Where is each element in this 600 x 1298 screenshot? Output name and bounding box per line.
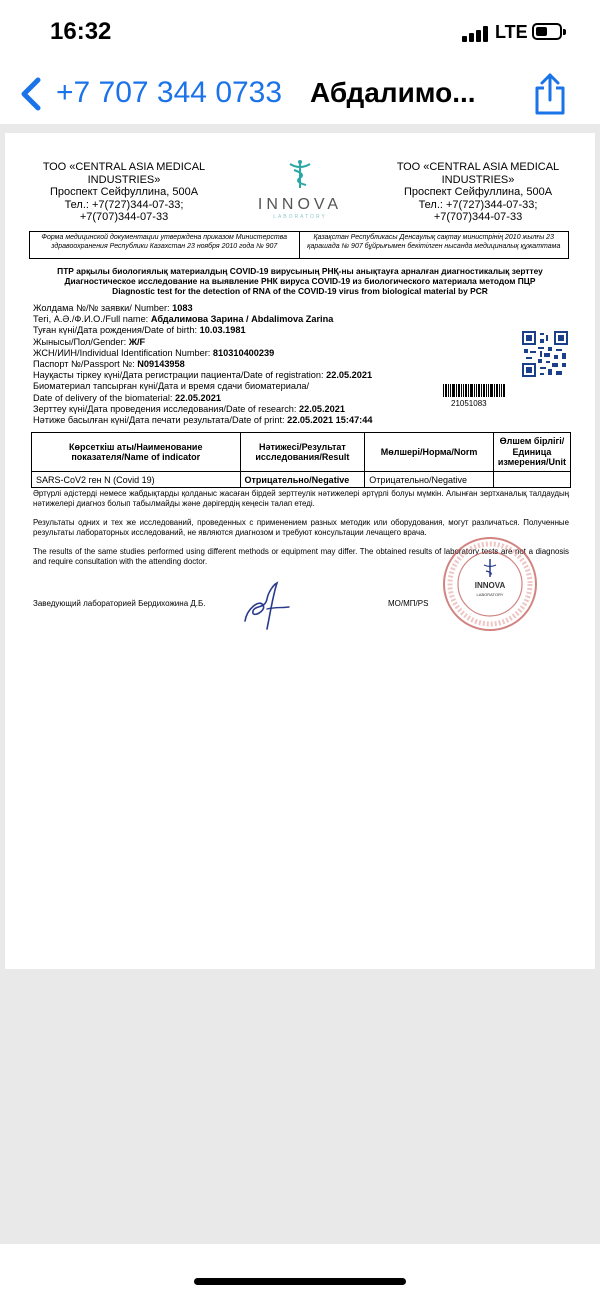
company-address: Проспект Сейфуллина, 500А	[403, 186, 553, 198]
status-time: 16:32	[50, 18, 112, 45]
note-en: The results of the same studies performed using different methods or equipment may differ. The obtained results of laboratory tests are not a diagnosis and require consultation with the attending doctor.	[33, 547, 569, 566]
barcode-number: 21051083	[451, 399, 487, 408]
company-phone: Тел.: +7(727)344-07-33;	[64, 198, 184, 211]
field-biomaterial-label: Биоматериал тапсырған күні/Дата и время сдачи биоматериала/	[33, 381, 310, 392]
home-indicator[interactable]	[194, 1278, 406, 1285]
form-note-ru: Форма медицинской документации утверждена приказом Министерства здравоохранения Республики Казахстан 23 ноября 2010 года № 907	[41, 234, 288, 250]
results-table	[31, 432, 571, 488]
title-kz: ПТР арқылы биологиялық материалдың COVID-19 вирусының РНҚ-ны анықтауға арналған диагностикалық зерттеу	[57, 266, 543, 276]
field-print: Нәтиже басылған күні/Дата печати результата/Date of print: 22.05.2021 15:47:44	[33, 415, 373, 426]
column-header: Мөлшері/Норма/Norm	[365, 433, 494, 472]
signature-icon	[237, 579, 297, 637]
company-phone: Тел.: +7(727)344-07-33;	[418, 198, 538, 211]
barcode-icon	[443, 384, 505, 397]
nav-bar	[0, 64, 600, 124]
patient-fields	[33, 303, 372, 426]
form-note-kz: Қазақстан Республикасы Денсаулық сақтау министрінің 2010 жылғы 23 қарашада № 907 бұйрығымен бекітілген нысанда медициналық құжаттама	[299, 232, 569, 258]
field-gender: Жынысы/Пол/Gender: Ж/F	[33, 336, 146, 347]
stamp-name: INNOVA	[474, 581, 506, 590]
field-iin: ЖСН/ИИН/Individual Identification Number: 810310400239	[33, 347, 275, 358]
innova-logo	[255, 159, 345, 220]
column-header: Көрсеткіш аты/Наименование показателя/Name of indicator	[32, 433, 241, 472]
head-of-lab: Заведующий лабораторией Бердихожина Д.Б.	[33, 599, 206, 608]
seal-place-label: МО/МП/PS	[388, 599, 429, 608]
caduceus-icon	[288, 159, 312, 189]
contact-phone[interactable]: +7 707 344 0733	[56, 76, 283, 109]
document-title	[25, 266, 575, 296]
network-type: LTE	[495, 22, 528, 42]
field-dob: Туған күні/Дата рождения/Date of birth: 10.03.1981	[33, 325, 246, 336]
header-right	[373, 161, 583, 224]
form-approval-box	[29, 231, 569, 259]
lab-document[interactable]	[5, 133, 595, 969]
header-left	[19, 161, 229, 224]
battery-icon	[532, 23, 562, 40]
company-phone: +7(707)344-07-33	[433, 211, 523, 223]
title-en: Diagnostic test for the detection of RNA of the COVID-19 virus from biological material by PCR	[112, 286, 488, 296]
share-icon[interactable]	[532, 72, 568, 116]
field-research: Зерттеу күні/Дата проведения исследования/Date of research: 22.05.2021	[33, 403, 345, 414]
column-header: Өлшем бірлігі/Единица измерения/Unit	[493, 433, 570, 472]
company-name: ТОО «CENTRAL ASIA MEDICAL INDUSTRIES»	[396, 161, 560, 186]
column-header: Нәтижесі/Результат исследования/Result	[240, 433, 365, 472]
field-full-name: Тегі, А.Ә./Ф.И.О./Full name: Абдалимова Зарина / Abdalimova Zarina	[33, 314, 334, 325]
field-biomaterial: Date of delivery of the biomaterial: 22.05.2021	[33, 392, 221, 403]
table-cell	[493, 472, 570, 488]
table-header-row	[32, 433, 571, 472]
field-request: Жолдама №/№ заявки/ Number: 1083	[33, 303, 193, 313]
table-cell: SARS-CoV2 ген N (Covid 19)	[32, 472, 241, 488]
logo-subtitle: LABORATORY	[273, 214, 327, 220]
stamp-subtitle: LABORATORY	[476, 592, 504, 597]
company-phone: +7(707)344-07-33	[79, 211, 169, 223]
table-cell: Отрицательно/Negative	[365, 472, 494, 488]
status-bar	[0, 0, 600, 64]
table-cell: Отрицательно/Negative	[240, 472, 365, 488]
table-row	[32, 472, 571, 488]
logo-name: INNOVA	[257, 196, 343, 213]
company-name: ТОО «CENTRAL ASIA MEDICAL INDUSTRIES»	[42, 161, 206, 186]
company-address: Проспект Сейфуллина, 500А	[49, 186, 199, 198]
title-ru: Диагностическое исследование на выявление РНК вируса COVID-19 из биологического материала методом ПЦР	[64, 276, 536, 286]
note-kz: Әртүрлі әдістерді немесе жабдықтарды қолданыс жасаған бірдей зерттеулік нәтижелері әртүрлі болуы мүмкін. Алынған зертханалық талдаудың нәтижелері диагноз болып табылмайды және дәрігердің кеңесін талап етеді.	[33, 489, 569, 508]
round-stamp	[441, 535, 539, 633]
signal-icon	[462, 24, 494, 42]
field-registration: Науқасты тіркеу күні/Дата регистрации пациента/Date of registration: 22.05.2021	[33, 370, 373, 381]
chevron-left-icon[interactable]	[18, 76, 46, 112]
note-ru: Результаты одних и тех же исследований, проведенных с применением разных методик или оборудования, могут различаться. Полученные результаты лабораторных исследований, не являются диагнозом и требуют консультации лечащего врача.	[33, 518, 569, 537]
contact-name: Абдалимо...	[310, 77, 476, 108]
qr-code-icon	[522, 331, 568, 377]
field-passport: Паспорт №/Passport №: N09143958	[33, 359, 185, 370]
